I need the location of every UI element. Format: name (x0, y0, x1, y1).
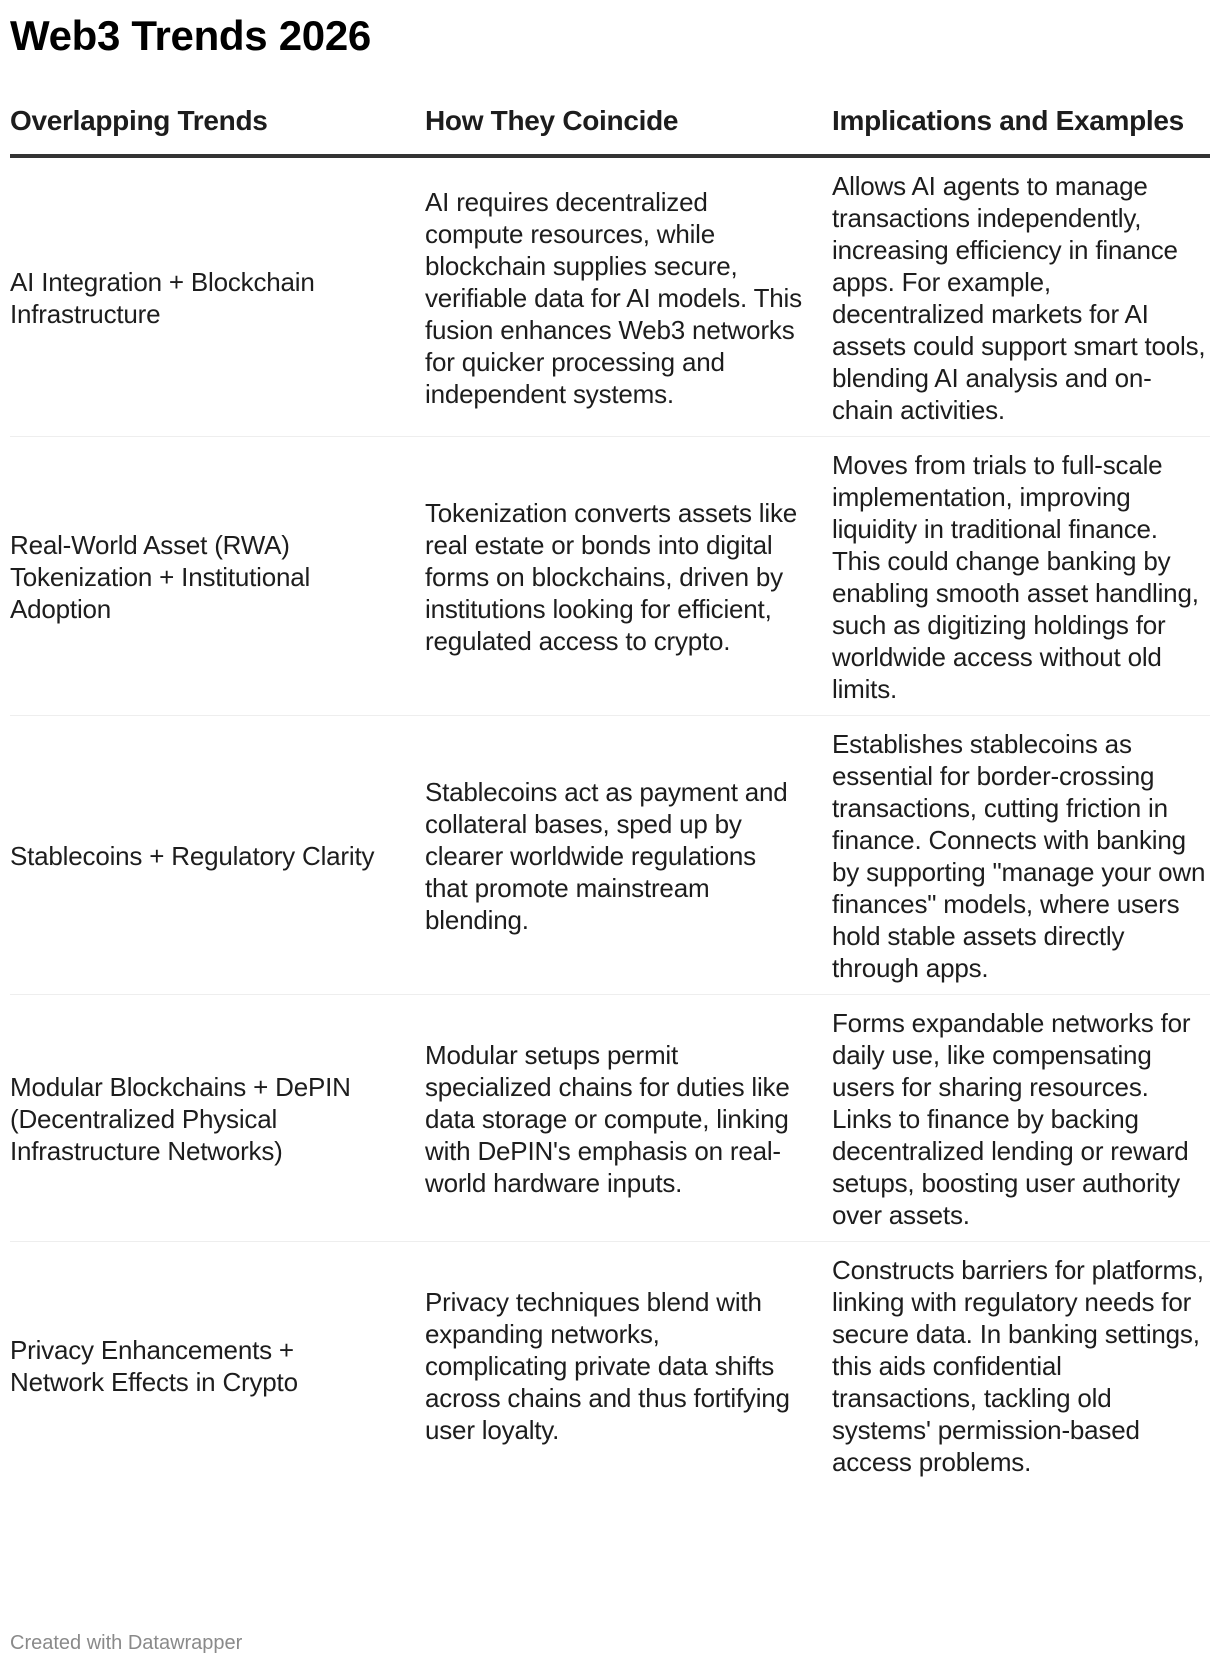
cell-trend: AI Integration + Blockchain Infrastructure (10, 156, 425, 437)
column-header-how-they-coincide[interactable]: How They Coincide (425, 105, 832, 156)
cell-implications: Allows AI agents to manage transactions independently, increasing efficiency in finance apps. For example, decentralized markets for AI assets could support smart tools, blending AI analysis and on-chain activities. (832, 156, 1210, 437)
cell-coincide: Privacy techniques blend with expanding networks, complicating private data shifts across chains and thus fortifying user loyalty. (425, 1287, 790, 1445)
datawrapper-table-container (10, 0, 1210, 1488)
header-row (10, 105, 1210, 156)
cell-trend: Real-World Asset (RWA) Tokenization + Institutional Adoption (10, 437, 425, 716)
cell-coincide: AI requires decentralized compute resources, while blockchain supplies secure, verifiable data for AI models. This fusion enhances Web3 networks for quicker processing and independent systems. (425, 156, 832, 437)
page-title: Web3 Trends 2026 (10, 12, 371, 59)
cell-implications: Forms expandable networks for daily use, like compensating users for sharing resources. Links to finance by backing decentralized lending or reward setups, boosting user authority over assets. (832, 995, 1210, 1242)
trends-table (10, 105, 1210, 1488)
table-row (10, 1242, 1210, 1489)
cell-implications: Constructs barriers for platforms, linking with regulatory needs for secure data. In banking settings, this aids confidential transactions, tackling old systems' permission-based access problems. (832, 1255, 1204, 1477)
table-row (10, 995, 1210, 1242)
footer-credit[interactable]: Created with Datawrapper (10, 1632, 243, 1654)
table-row (10, 156, 1210, 437)
cell-implications: Establishes stablecoins as essential for border-crossing transactions, cutting friction in finance. Connects with banking by supporting "manage your own finances" models, where users hold stable assets directly through apps. (832, 716, 1210, 995)
cell-trend: Privacy Enhancements + Network Effects in Crypto (10, 1335, 298, 1397)
cell-trend: Stablecoins + Regulatory Clarity (10, 716, 425, 995)
column-header-implications-and-examples[interactable]: Implications and Examples (832, 105, 1210, 156)
table-header (10, 105, 1210, 156)
table-body (10, 156, 1210, 1488)
cell-coincide: Tokenization converts assets like real estate or bonds into digital forms on blockchains, driven by institutions looking for efficient, regulated access to crypto. (425, 437, 832, 716)
cell-implications: Moves from trials to full-scale implementation, improving liquidity in traditional finance. This could change banking by enabling smooth asset handling, such as digitizing holdings for worldwide access without old limits. (832, 437, 1210, 716)
cell-trend: Modular Blockchains + DePIN (Decentralized Physical Infrastructure Networks) (10, 995, 425, 1242)
cell-coincide: Stablecoins act as payment and collateral bases, sped up by clearer worldwide regulations that promote mainstream blending. (425, 716, 832, 995)
table-row (10, 437, 1210, 716)
cell-coincide: Modular setups permit specialized chains for duties like data storage or compute, linking with DePIN's emphasis on real-world hardware inputs. (425, 995, 832, 1242)
table-row (10, 716, 1210, 995)
column-header-overlapping-trends[interactable]: Overlapping Trends (10, 105, 425, 156)
